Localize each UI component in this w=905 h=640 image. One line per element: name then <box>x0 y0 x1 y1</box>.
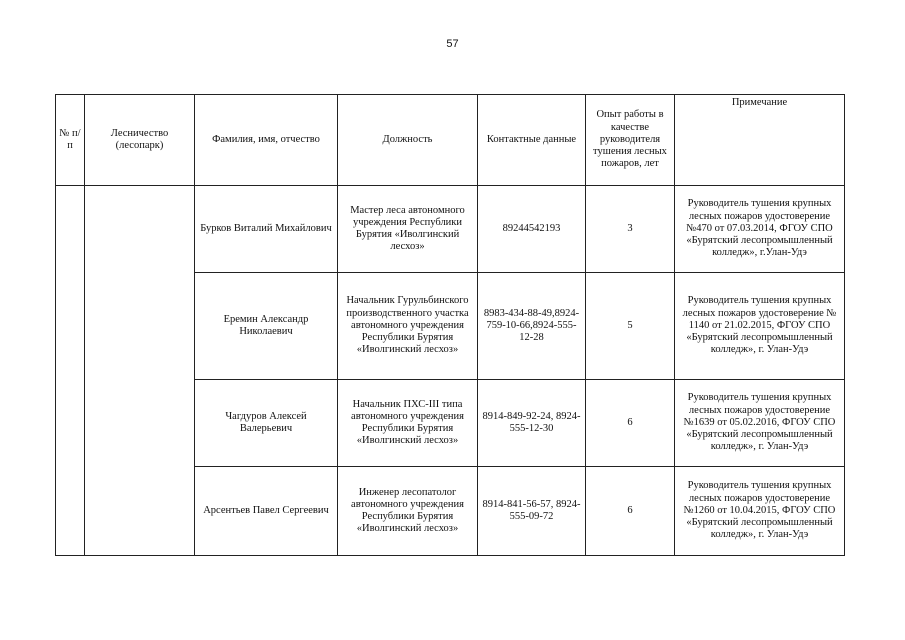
cell-num <box>56 186 85 556</box>
header-num: № п/п <box>56 95 85 186</box>
cell-position: Начальник ПХС-III типа автономного учреждения Республики Бурятия «Иволгинский лесхоз» <box>338 380 478 467</box>
cell-name: Бурков Виталий Михайлович <box>195 186 338 273</box>
cell-forestry <box>85 186 195 556</box>
cell-note: Руководитель тушения крупных лесных пожаров удостоверение №1260 от 10.04.2015, ФГОУ СПО «Бурятский лесопромышленный колледж», г. Улан-Удэ <box>675 467 845 556</box>
page-number: 57 <box>446 38 459 50</box>
table-header-row <box>56 95 845 186</box>
cell-position: Мастер леса автономного учреждения Республики Бурятия «Иволгинский лесхоз» <box>338 186 478 273</box>
table-row <box>56 186 845 273</box>
cell-contacts: 8914-849-92-24, 8924-555-12-30 <box>478 380 586 467</box>
cell-contacts: 89244542193 <box>478 186 586 273</box>
header-position: Должность <box>338 95 478 186</box>
cell-name: Арсентьев Павел Сергеевич <box>195 467 338 556</box>
header-contacts: Контактные данные <box>478 95 586 186</box>
cell-name: Чагдуров Алексей Валерьевич <box>195 380 338 467</box>
cell-experience: 6 <box>586 467 675 556</box>
cell-contacts: 8983-434-88-49,8924-759-10-66,8924-555-12-28 <box>478 273 586 380</box>
cell-position: Начальник Гурульбинского производственного участка автономного учреждения Республики Бурятия «Иволгинский лесхоз» <box>338 273 478 380</box>
header-name: Фамилия, имя, отчество <box>195 95 338 186</box>
header-forestry: Лесничество (лесопарк) <box>85 95 195 186</box>
cell-contacts: 8914-841-56-57, 8924-555-09-72 <box>478 467 586 556</box>
header-note: Примечание <box>675 95 845 186</box>
cell-note: Руководитель тушения крупных лесных пожаров удостоверение № 1140 от 21.02.2015, ФГОУ СПО «Бурятский лесопромышленный колледж», г. Улан-Удэ <box>675 273 845 380</box>
cell-experience: 3 <box>586 186 675 273</box>
cell-experience: 6 <box>586 380 675 467</box>
cell-note: Руководитель тушения крупных лесных пожаров удостоверение №470 от 07.03.2014, ФГОУ СПО «Бурятский лесопромышленный колледж», г.Улан-Удэ <box>675 186 845 273</box>
personnel-table <box>55 94 845 556</box>
cell-position: Инженер лесопатолог автономного учреждения Республики Бурятия «Иволгинский лесхоз» <box>338 467 478 556</box>
header-experience: Опыт работы в качестве руководителя тушения лесных пожаров, лет <box>586 95 675 186</box>
cell-note: Руководитель тушения крупных лесных пожаров удостоверение №1639 от 05.02.2016, ФГОУ СПО «Бурятский лесопромышленный колледж», г. Улан-Удэ <box>675 380 845 467</box>
cell-experience: 5 <box>586 273 675 380</box>
cell-name: Еремин Александр Николаевич <box>195 273 338 380</box>
